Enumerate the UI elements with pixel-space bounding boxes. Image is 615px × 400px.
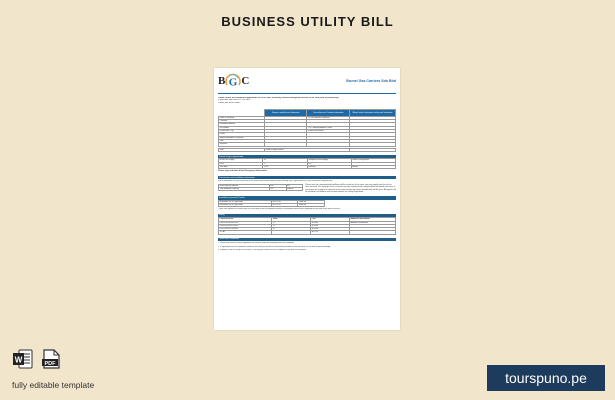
document-preview <box>214 68 400 330</box>
table-header <box>219 109 265 116</box>
table-row <box>219 231 396 234</box>
date-row-table <box>218 148 396 152</box>
terms-item: 1. Please note that the current agreement will continue under the following terms and conditions. <box>218 242 295 245</box>
table-cell: kVA/kW <box>286 188 303 191</box>
word-label: W <box>14 355 23 365</box>
table-row <box>219 143 396 146</box>
table-row <box>219 204 325 207</box>
table-cell: Dr. John Adams Windsetter <box>307 116 349 119</box>
table-cell: Date <box>219 140 265 143</box>
intro-text <box>218 97 396 105</box>
logo-ring-icon <box>224 73 242 89</box>
header-divider <box>218 93 396 94</box>
table-cell: W/6 T:U/S <box>271 200 297 203</box>
logo-letter-c: C <box>241 75 250 87</box>
table-cell: Quarterly <box>307 166 351 169</box>
table-cell: Name/Company name <box>265 148 350 151</box>
table-header: Additional information <box>349 218 395 221</box>
table-cell: U/NE/S8 <box>298 204 324 207</box>
table-cell: $21,000 <box>311 221 350 224</box>
table-cell: $21,000 <box>311 224 350 227</box>
connection-table <box>218 184 303 192</box>
table-cell: Additional information <box>349 221 395 224</box>
table-cell: E-mail <box>219 133 265 136</box>
table-header: Value <box>272 218 311 221</box>
table-cell: Natural Gas/gasoline <box>351 159 395 162</box>
table-cell: 72 <box>272 224 311 227</box>
table-cell: 01/01/2020-01/04/2020 <box>219 221 272 224</box>
customer-info-table <box>218 109 396 147</box>
terms-item: 3. Payment is due on receipt of the invoice. You may also contact the BGC helpdesk at any time for assistance. <box>218 249 307 252</box>
company-logo <box>218 73 258 89</box>
table-cell <box>349 148 395 151</box>
table-cell: Name of company <box>219 116 265 119</box>
intro-line: Please return the completed application to us at: after receiving Utilities Emergency Service to be sent prior to processing <box>218 96 339 99</box>
table-cell: Annual <box>351 166 395 169</box>
table-cell <box>272 231 311 234</box>
gas-requirement-table <box>218 158 396 169</box>
installation-table <box>218 200 325 208</box>
table-cell: Installation site of Type meter <box>219 204 272 207</box>
brand-badge[interactable]: tourspuno.pe <box>487 365 605 391</box>
table-cell <box>349 231 395 234</box>
intro-line: If you need help call: 627 243 6891 <box>218 99 251 102</box>
table-cell: U/NE/S8 <box>298 200 324 203</box>
table-cell: Total maximum capacity <box>219 188 270 191</box>
table-cell: kW <box>286 184 303 187</box>
editable-caption: fully editable template <box>12 380 95 390</box>
table-cell: 4.1 <box>263 159 307 162</box>
table-cell <box>307 143 349 146</box>
table-cell: 01/07/2020-01/10/2020 <box>219 228 272 231</box>
table-cell <box>349 143 395 146</box>
connection-text: Please note that commissioning/installation will be carried out at the meter once any supply from the site has been received. Your existing or new connection must be completed and complete within the agreed time frame. If you require the supply to be replaced at the same site then the earliest possible date will be given. All supplies will be provided in accordance with relevant national Gas Safety Regulations. <box>305 183 396 193</box>
table-cell: 2 <box>263 162 307 165</box>
table-cell: 220 <box>269 188 286 191</box>
table-header: Payment period <box>219 218 272 221</box>
table-cell: 51 <box>272 221 311 224</box>
table-header: Business and Account Information <box>265 109 307 116</box>
document-header <box>218 73 396 89</box>
table-cell: Installation Address <box>219 123 265 126</box>
logo-letter-g: G <box>229 76 238 89</box>
table-row <box>219 188 303 191</box>
table-cell: Compress natural supply <box>307 159 351 162</box>
table-cell <box>265 143 307 146</box>
table-header: Cost <box>311 218 350 221</box>
table-cell: Initial capacity required <box>219 184 270 187</box>
company-name: Brunei Gas Carriers Sdn Bhd <box>346 79 396 83</box>
installation-note: *If you have agreed to a current data on a fixed day or with the payment method, no alterations will be made regarding the due date of the meter's service. <box>218 208 341 211</box>
table-cell: Signature <box>219 143 265 146</box>
table-cell: Brunei Gas supply <box>219 159 263 162</box>
table-cell: 100 <box>269 184 286 187</box>
table-cell: 120 <box>307 162 351 165</box>
table-row <box>219 166 396 169</box>
table-cell: TOTAL <box>219 231 272 234</box>
connection-note: If your installation is not yet connected or the extra wiring charge added on your existing client, applications for a new connection using this form. <box>218 180 333 183</box>
table-cell: 123 Company Address Phone <box>307 126 349 129</box>
table-cell: $61,124 <box>311 231 350 234</box>
table-cell: $21,000 <box>311 228 350 231</box>
terms-list <box>218 242 396 252</box>
billing-table <box>218 217 396 235</box>
table-cell: 45 <box>272 228 311 231</box>
table-cell: Postal/Town, City <box>219 130 265 133</box>
word-file-icon[interactable] <box>12 348 34 370</box>
table-cell: Plant <box>219 162 263 165</box>
table-cell: Date <box>219 148 265 151</box>
table-cell: 01/04/2020-01/07/2020 <box>219 224 272 227</box>
table-cell: Customer <box>219 120 265 123</box>
section-connection: Connection and installation information <box>218 176 396 179</box>
section-billing: Billing <box>218 214 396 217</box>
intro-line: Please see form contact <box>218 102 241 105</box>
table-header: Billing Contact Information for Account Information <box>349 109 395 116</box>
table-cell: W/6 T:U/S <box>271 204 297 207</box>
table-cell: Tax number <box>219 126 265 129</box>
format-icons <box>12 348 62 370</box>
section-gas-requirement: Details of gas requirement <box>218 155 396 158</box>
terms-item: 2. In agreement with the conditions outlined in this form you confirm the information provided is true and correct to the best of your knowledge. <box>218 245 331 248</box>
table-cell: 2018 <box>263 166 307 169</box>
table-cell: Mobile phone/Area Telephone <box>219 136 265 139</box>
table-cell: Brunei Darussalam <box>307 130 349 133</box>
page-title: BUSINESS UTILITY BILL <box>221 14 394 29</box>
table-cell: Installation site of Type meter <box>219 200 272 203</box>
table-cell: Start date <box>219 166 263 169</box>
logo-letter-b: B <box>218 75 226 87</box>
section-terms: Terms and Conditions <box>218 238 396 241</box>
contract-note: Please sign and date all the Emergency Information <box>218 170 268 173</box>
section-installation: Installation pipework Details <box>218 196 396 199</box>
pdf-file-icon[interactable] <box>40 348 62 370</box>
pdf-label: PDF <box>44 360 56 367</box>
table-header: Current Account Customer Information <box>307 109 349 116</box>
